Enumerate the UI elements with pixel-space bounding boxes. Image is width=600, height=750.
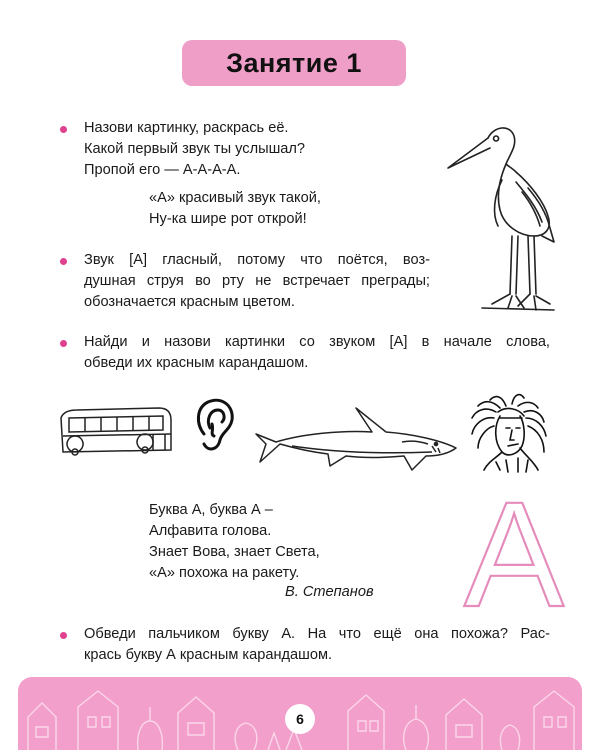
instruction-1-line-3: Пропой его — А-А-А-А. — [84, 162, 241, 178]
shark-drawing — [252, 404, 462, 478]
instruction-1-line-2: Какой первый звук ты услышал? — [84, 141, 306, 157]
poem-line-3: Знает Вова, знает Света, — [149, 544, 320, 560]
instruction-2 — [84, 250, 430, 313]
lesson-title-box — [182, 40, 406, 86]
bullet-3 — [60, 340, 67, 347]
poem-line-1: Буква А, буква А – — [149, 502, 273, 518]
poem-author: В. Степанов — [285, 584, 374, 600]
instruction-2-line-1: Звук [А] гласный, потому что поётся, воз- — [84, 252, 430, 268]
instruction-4-line-2: крась букву А красным карандашом. — [84, 647, 333, 663]
letter-a-glyph: А — [463, 500, 565, 612]
instruction-2-line-2: душная струя во рту не встречает преграды; — [84, 273, 430, 289]
instruction-4 — [84, 624, 550, 666]
poem-line-4: «А» похожа на ракету. — [149, 565, 300, 581]
native-chief-drawing — [466, 392, 550, 474]
page-number: 6 — [285, 704, 315, 734]
instruction-2-line-3: обозначается красным цветом. — [84, 294, 295, 310]
instruction-3-line-2: обведи их красным карандашом. — [84, 355, 309, 371]
lesson-title: Занятие 1 — [226, 47, 362, 78]
instruction-4-line-1: Обведи пальчиком букву А. На что ещё она похожа? Рас- — [84, 626, 550, 642]
rhyme-line-2: Ну-ка шире рот открой! — [149, 211, 307, 227]
instruction-3 — [84, 332, 550, 374]
bullet-2 — [60, 258, 67, 265]
instruction-3-line-1: Найди и назови картинки со звуком [А] в начале слова, — [84, 334, 550, 350]
bullet-1 — [60, 126, 67, 133]
bullet-4 — [60, 632, 67, 639]
stork-drawing — [442, 118, 560, 318]
poem — [149, 500, 399, 584]
ear-drawing — [190, 394, 240, 456]
poem-line-2: Алфавита голова. — [149, 523, 272, 539]
bus-drawing — [55, 400, 177, 466]
letter-a-outline — [455, 500, 573, 612]
rhyme — [149, 188, 389, 230]
rhyme-line-1: «А» красивый звук такой, — [149, 190, 321, 206]
instruction-1 — [84, 118, 384, 181]
instruction-1-line-1: Назови картинку, раскрась её. — [84, 120, 289, 136]
